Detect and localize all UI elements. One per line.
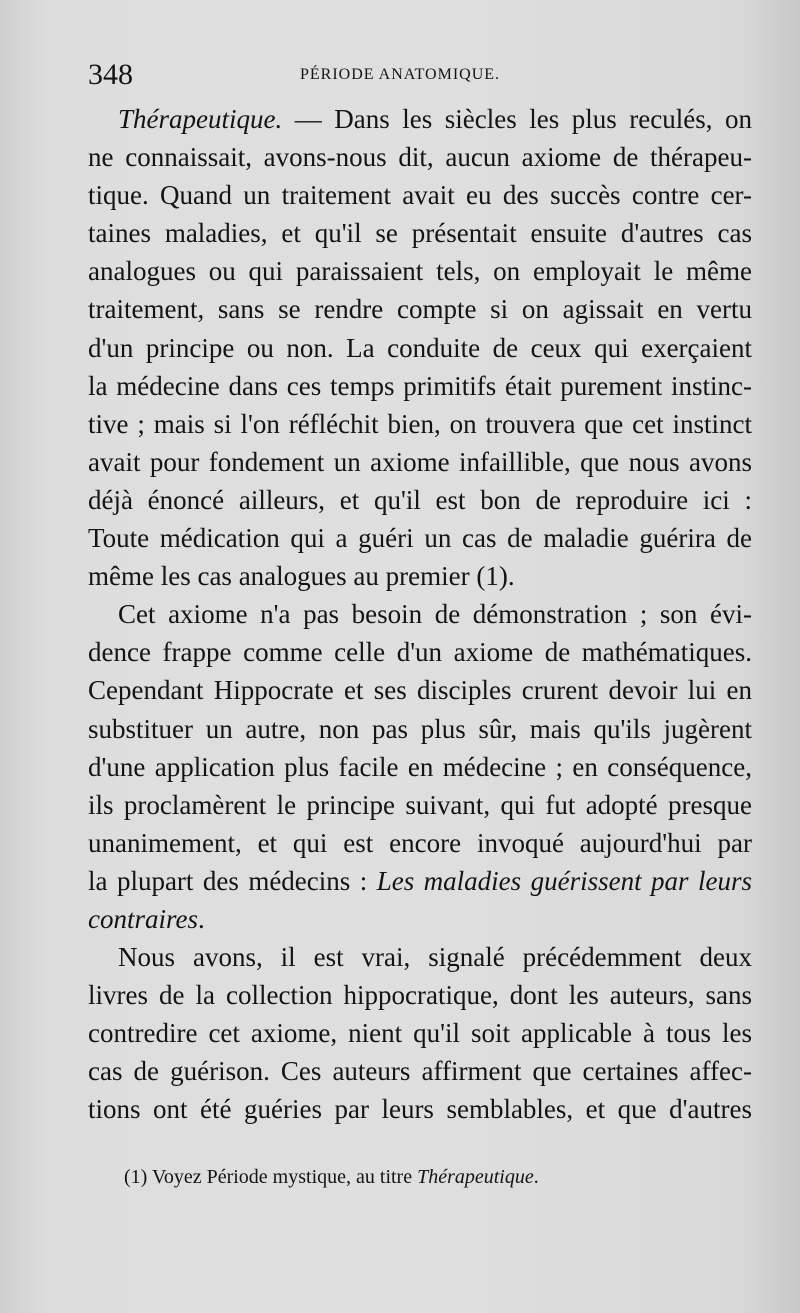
text-line: avait pour fondement un axiome infaillible, que nous avons [88,446,752,477]
text-line: unanimement, et qui est encore invoqué aujourd'hui par [88,827,752,858]
principle-quote-end: contraires [88,903,198,934]
text-line: contraires. [88,903,205,934]
text-line: substituer un autre, non pas plus sûr, mais qu'ils jugèrent [88,713,752,744]
text-line: contredire cet axiome, nient qu'il soit applicable à tous les [88,1018,752,1049]
text-line: d'une application plus facile en médecine ; en conséquence, [88,751,752,782]
text-line: la médecine dans ces temps primitifs était purement instinc- [88,370,752,401]
text-line: dence frappe comme celle d'un axiome de mathématiques. [88,637,752,668]
text-line: Thérapeutique. — Dans les siècles les plus reculés, on [118,104,752,134]
text-line: Toute médication qui a guéri un cas de maladie guérira de [88,523,752,554]
paragraph-therapeutique [88,100,752,595]
body-text [88,100,752,1129]
text-line: analogues ou qui paraissaient tels, on employait le même [88,256,752,287]
text-line: tive ; mais si l'on réfléchit bien, on trouvera que cet instinct [88,408,752,439]
page-header [88,58,748,92]
text-line: déjà énoncé ailleurs, et qu'il est bon de reproduire ici : [88,484,752,515]
principle-quote: Les maladies guérissent par leurs [376,865,752,896]
text-line: tique. Quand un traitement avait eu des succès contre cer- [88,180,752,211]
page-number: 348 [88,58,133,91]
running-head: PÉRIODE ANATOMIQUE. [300,66,501,83]
text-line: tions ont été guéries par leurs semblables, et que d'autres [88,1094,752,1125]
text-line: livres de la collection hippocratique, dont les auteurs, sans [88,980,752,1011]
paragraph-collection [88,938,752,1128]
text-line: ils proclamèrent le principe suivant, qui fut adopté presque [88,789,752,820]
footnote-marker: (1) [124,1166,148,1188]
text-line: même les cas analogues au premier (1). [88,561,515,592]
text-line: Cet axiome n'a pas besoin de démonstration ; son évi- [118,599,752,630]
text-line: traitement, sans se rendre compte si on agissait en vertu [88,294,752,325]
section-lead: Thérapeutique. [118,104,283,134]
text-line: la plupart des médecins : Les maladies guérissent par leurs [88,865,752,896]
text-line: d'un principe ou non. La conduite de ceux qui exerçaient [88,332,752,363]
text-line: cas de guérison. Ces auteurs affirment que certaines affec- [88,1056,752,1087]
text-line: ne connaissait, avons-nous dit, aucun axiome de thérapeu- [88,142,752,173]
footnote: (1) Voyez Période mystique, au titre Thérapeutique. [124,1166,539,1188]
text-line: Cependant Hippocrate et ses disciples crurent devoir lui en [88,675,752,706]
paragraph-axiome [88,595,752,938]
text-line: Nous avons, il est vrai, signalé précédemment deux [118,942,752,973]
text-line: taines maladies, et qu'il se présentait ensuite d'autres cas [88,218,752,249]
